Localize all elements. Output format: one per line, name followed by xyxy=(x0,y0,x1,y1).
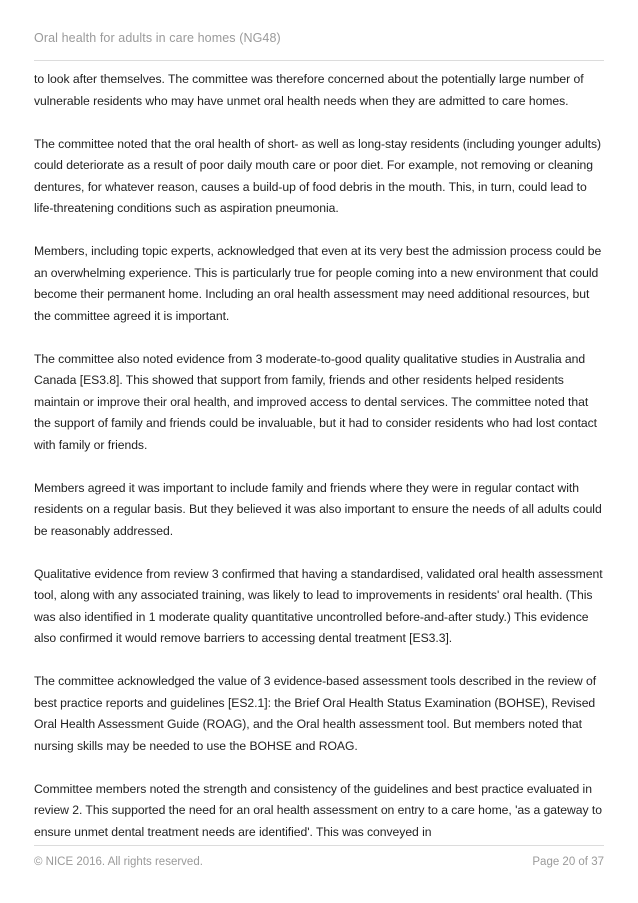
paragraph-4: The committee also noted evidence from 3 moderate-to-good quality qualitative studies in Australia and Canada [ES3.8]. This showed that support from family, friends and other residents helped residents maintain or improve their oral health, and improved access to dental services. The committee noted that the support of family and friends could be invaluable, but it had to consider residents who had lost contact with family or friends. xyxy=(34,351,598,452)
paragraph-8: Committee members noted the strength and consistency of the guidelines and best practice evaluated in review 2. This supported the need for an oral health assessment on entry to a care home, 'as a gateway to ensure unmet dental treatment needs are identified'. This was conveyed in xyxy=(34,781,602,839)
footer-page-number: Page 20 of 37 xyxy=(532,856,604,868)
footer-copyright: © NICE 2016. All rights reserved. xyxy=(34,856,203,868)
paragraph-7: The committee acknowledged the value of 3 evidence-based assessment tools described in the review of best practice reports and guidelines [ES2.1]: the Brief Oral Health Status Examination (BOHSE), Revised Oral Health Assessment Guide (ROAG), and the Oral health assessment tool. But members noted that nursing skills may be needed to use the BOHSE and ROAG. xyxy=(34,674,597,753)
footer-divider xyxy=(34,845,604,846)
paragraph-1: to look after themselves. The committee was therefore concerned about the potentially large number of vulnerable residents who may have unmet oral health needs when they are admitted to care homes. xyxy=(34,72,584,108)
header-divider xyxy=(34,60,604,61)
document-body xyxy=(34,69,606,865)
paragraph-5: Members agreed it was important to include family and friends where they were in regular contact with residents on a regular basis. But they believed it was also important to ensure the needs of all adults could be reasonably addressed. xyxy=(34,480,602,538)
page-header-title: Oral health for adults in care homes (NG48) xyxy=(34,31,281,45)
paragraph-3: Members, including topic experts, acknowledged that even at its very best the admission process could be an overwhelming experience. This is particularly true for people coming into a new environment that could become their permanent home. Including an oral health assessment may need additional resources, but the committee agreed it is important. xyxy=(34,244,602,323)
paragraph-2: The committee noted that the oral health of short- as well as long-stay residents (including younger adults) could deteriorate as a result of poor daily mouth care or poor diet. For example, not removing or cleaning dentures, for whatever reason, causes a build-up of food debris in the mouth. This, in turn, could lead to life-threatening conditions such as aspiration pneumonia. xyxy=(34,136,602,215)
paragraph-6: Qualitative evidence from review 3 confirmed that having a standardised, validated oral health assessment tool, along with any associated training, was likely to lead to improvements in residents' oral health. (This was also identified in 1 moderate quality quantitative uncontrolled before-and-after study.) This evidence also confirmed it would remove barriers to accessing dental treatment [ES3.3]. xyxy=(34,566,603,645)
